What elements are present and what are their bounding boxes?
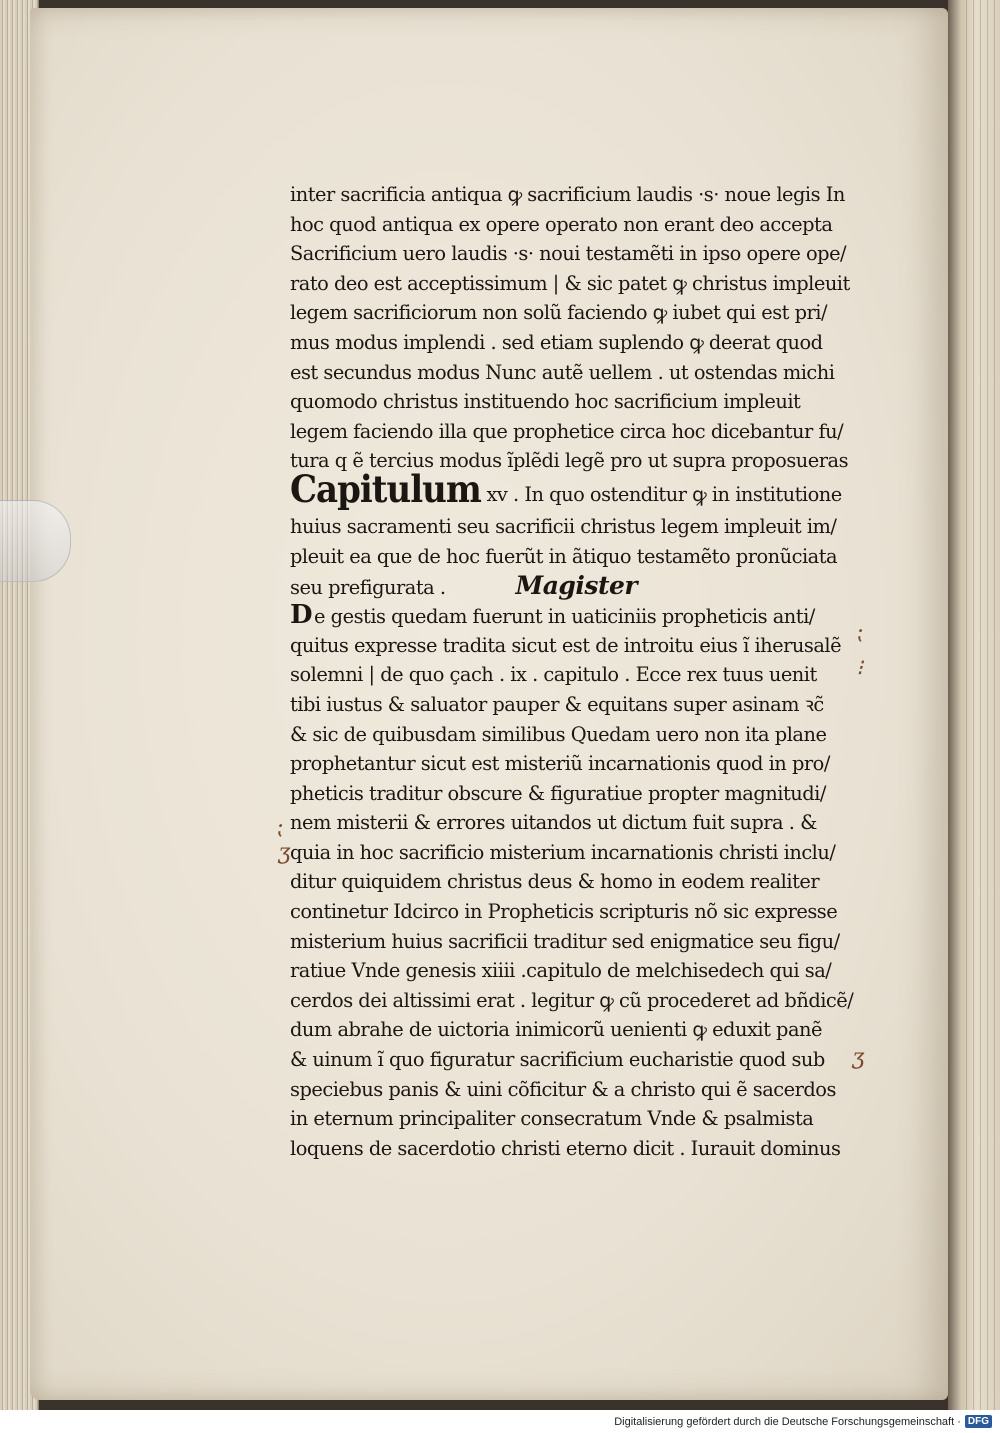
page-clip — [0, 500, 71, 582]
text-line: Sacrificium uero laudis ·s· noui testamẽti in ipso opere ope/ — [290, 242, 847, 266]
footer-bar — [0, 1410, 1000, 1433]
text-body-lines — [290, 631, 860, 1164]
body-line: speciebus panis & uini cõficitur & a christo qui ẽ sacerdos — [290, 1077, 836, 1101]
text-line: huius sacramenti seu sacrificii christus legem impleuit im/ — [290, 514, 837, 538]
body-line: dum abrahe de uictoria inimicorũ uenienti ꝙ eduxit panẽ — [290, 1018, 822, 1042]
text-line: mus modus implendi . sed etiam suplendo ꝙ deerat quod — [290, 330, 823, 354]
margin-mark-5: ʒ — [852, 1045, 865, 1070]
text-line: tura q ẽ tercius modus ĩplẽdi legẽ pro ut supra proposueras — [290, 449, 849, 473]
magister-label: Magister — [515, 571, 638, 601]
body-line: & uinum ĩ quo figuratur sacrificium eucharistie quod sub — [290, 1048, 825, 1072]
text-line: legem faciendo illa que prophetice circa hoc dicebantur fu/ — [290, 419, 844, 443]
body-line: & sic de quibusdam similibus Quedam uero non ita plane — [290, 722, 827, 746]
text-line: rato deo est acceptissimum | & sic patet ꝙ christus impleuit — [290, 271, 850, 295]
first-body-line — [290, 601, 860, 631]
margin-mark-4: ʒ — [278, 840, 291, 865]
initial-letter: D — [290, 600, 313, 631]
body-line: ditur quiquidem christus deus & homo in eodem realiter — [290, 870, 820, 894]
body-line: ratiue Vnde genesis xiiii .capitulo de melchisedech qui sa/ — [290, 959, 832, 983]
page-text — [290, 180, 860, 1163]
footer-text: Digitalisierung gefördert durch die Deutsche Forschungsgemeinschaft · — [614, 1415, 961, 1428]
body-line: continetur Idcirco in Propheticis scripturis nõ sic expresse — [290, 900, 838, 924]
magister-line-text: seu prefigurata . — [290, 576, 446, 600]
body-line: prophetantur sicut est misteriũ incarnationis quod in pro/ — [290, 752, 830, 776]
body-line: quitus expresse tradita sicut est de introitu eius ĩ iherusalẽ — [290, 633, 842, 657]
text-line: inter sacrificia antiqua ꝙ sacrificium laudis ·s· noue legis In — [290, 183, 845, 206]
body-line: loquens de sacerdotio christi eterno dicit . Iurauit dominus — [290, 1136, 841, 1160]
margin-mark-3: ⁏ — [276, 815, 284, 840]
text-line: quomodo christus instituendo hoc sacrificium impleuit — [290, 390, 801, 414]
text-line: est secundus modus Nunc autẽ uellem . ut ostendas michi — [290, 360, 835, 384]
body-line: in eternum principaliter consecratum Vnde & psalmista — [290, 1107, 814, 1131]
body-line: solemni | de quo çach . ix . capitulo . Ecce rex tuus uenit — [290, 663, 817, 687]
text-lines-after-heading — [290, 512, 860, 571]
text-line: hoc quod antiqua ex opere operato non erant deo accepta — [290, 212, 833, 236]
chapter-heading-line — [290, 467, 860, 512]
margin-mark-1: ⁏ — [856, 620, 864, 645]
chapter-heading-rest: xv . In quo ostenditur ꝙ in institutione — [480, 482, 842, 506]
chapter-heading: Capitulum — [290, 467, 481, 512]
body-line: tibi iustus & saluator pauper & equitans super asinam ꝛc̃ — [290, 692, 824, 716]
dfg-logo: DFG — [965, 1415, 992, 1428]
text-lines-before-heading — [290, 180, 860, 476]
first-body-line-text: e gestis quedam fuerunt in uaticiniis propheticis anti/ — [314, 605, 815, 629]
body-line: nem misterii & errores uitandos ut dictum fuit supra . & — [290, 811, 817, 835]
text-line: pleuit ea que de hoc fuerũt in ãtiquo testamẽto pronũciata — [290, 544, 838, 568]
margin-mark-2: ⁝ — [856, 656, 863, 681]
body-line: misterium huius sacrificii traditur sed enigmatice seu figu/ — [290, 929, 840, 953]
text-line: legem sacrificiorum non solũ faciendo ꝙ iubet qui est pri/ — [290, 301, 828, 325]
body-line: quia in hoc sacrificio misterium incarnationis christi inclu/ — [290, 840, 836, 864]
body-line: pheticis traditur obscure & figuratiue propter magnitudi/ — [290, 781, 826, 805]
magister-line — [290, 571, 860, 601]
book-gutter-edges — [960, 0, 1000, 1410]
body-line: cerdos dei altissimi erat . legitur ꝙ cũ procederet ad bñdicẽ/ — [290, 988, 854, 1012]
